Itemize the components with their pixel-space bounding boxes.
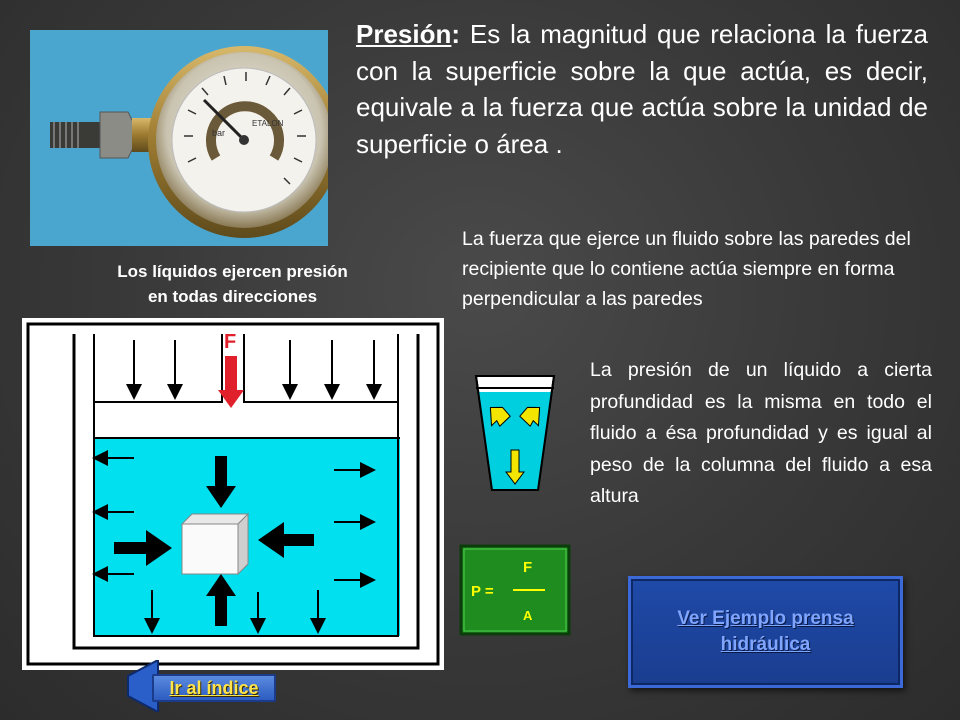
fluid-force-text: La fuerza que ejerce un fluido sobre las paredes del recipiente que lo contiene actúa siempre en forma perpendicular a las paredes	[462, 228, 911, 310]
definition-term: Presión	[356, 19, 452, 49]
pressure-formula	[459, 544, 571, 636]
tank-caption-line1: Los líquidos ejercen presión	[117, 262, 348, 281]
formula-denominator: A	[523, 608, 533, 623]
ir-al-indice-label-box[interactable]	[152, 674, 276, 702]
pressure-definition	[356, 16, 928, 162]
tank-caption-line2: en todas direcciones	[147, 287, 318, 306]
liquid-pressure-text: La presión de un líquido a cierta profundidad es la misma en todo el fluido a ésa profundidad y es igual al peso de la columna del fluido a esa altura	[590, 359, 932, 507]
formula-lhs: P =	[471, 583, 494, 600]
ir-al-indice-label[interactable]: Ir al índice	[169, 677, 259, 698]
ver-ejemplo-label[interactable]: Ver Ejemplo prensa hidráulica	[677, 608, 854, 655]
pressure-gauge-image	[30, 30, 328, 246]
definition-text: Es la magnitud que relaciona la fuerza con la superficie sobre la que actúa, es decir, equivale a la fuerza que actúa sobre la unidad de superficie o área .	[356, 19, 928, 159]
tank-pressure-diagram	[22, 318, 444, 670]
cup-pressure-diagram	[470, 368, 560, 498]
definition-colon: :	[451, 19, 461, 49]
gauge-unit-label: bar	[212, 128, 226, 138]
ir-al-indice-button[interactable]	[126, 660, 278, 712]
tank-caption	[60, 259, 405, 309]
gauge-brand-label: ETALON	[252, 119, 284, 128]
ver-ejemplo-prensa-button[interactable]	[628, 576, 903, 688]
force-f-label: F	[224, 331, 237, 353]
formula-numerator: F	[523, 559, 533, 576]
